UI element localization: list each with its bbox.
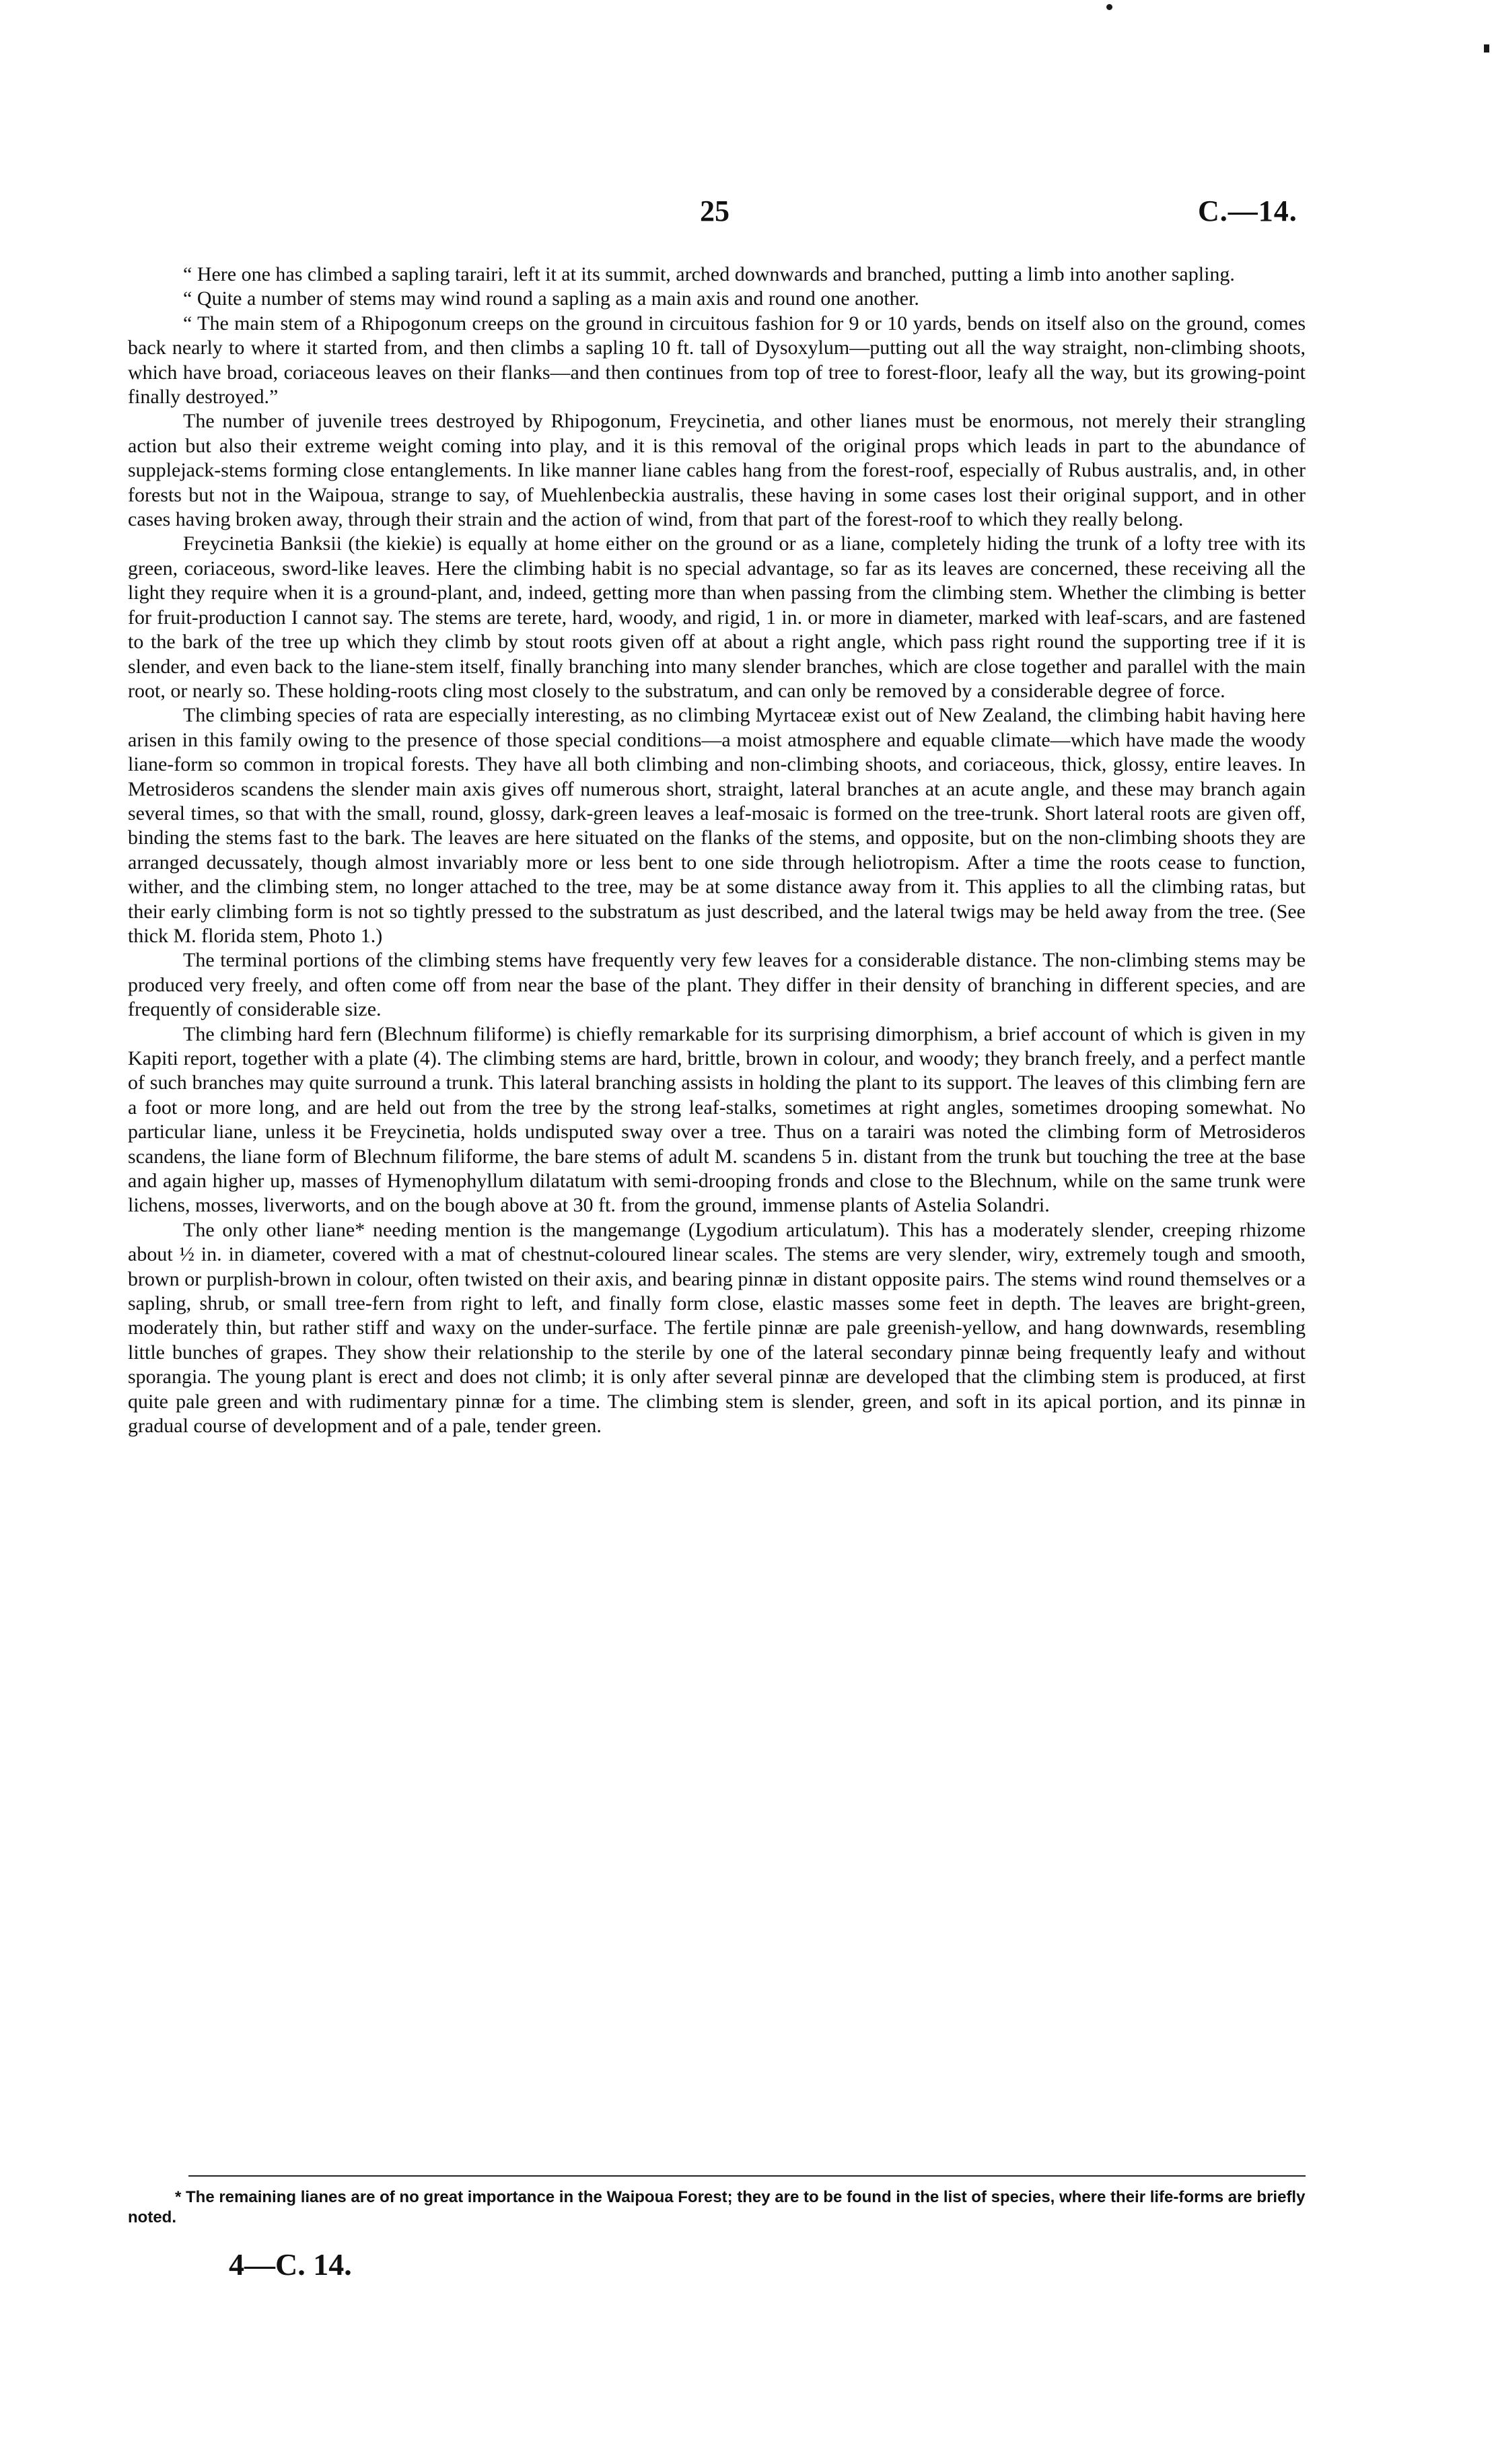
paragraph: “ Here one has climbed a sapling tarairi, left it at its summit, arched downwards and branched, putting a limb into another sapling. [183, 263, 1235, 285]
paragraph: The climbing species of rata are especially interesting, as no climbing Myrtaceæ exist out of New Zealand, the climbing habit having here arisen in this family owing to the presence of those special conditions—a moist atmosphere and equable climate—which have made the woody liane-form so common in tropical forests. They have all both climbing and non-climbing shoots, and coriaceous, thick, glossy, entire leaves. In Metrosideros scandens the slender main axis gives off numerous short, straight, lateral branches at an acute angle, and these may branch again several times, so that with the small, round, glossy, dark-green leaves a leaf-mosaic is formed on the tree-trunk. Short lateral roots are given off, binding the stems fast to the bark. The leaves are here situated on the flanks of the stems, and opposite, but on the non-climbing shoots they are arranged decussately, though almost invariably more or less bent to one side through heliotropism. After a time the roots cease to function, wither, and the climbing stem, no longer attached to the tree, may be at some distance away from it. This applies to all the climbing ratas, but their early climbing form is not so tightly pressed to the substratum as just described, and the lateral twigs may be held away from the tree. (See thick M. florida stem, Photo 1.) [128, 704, 1306, 947]
ink-speck [1106, 4, 1112, 10]
body-text [128, 262, 1306, 1439]
sheet-signature: 4—C. 14. [229, 2247, 352, 2282]
footnote-rule [188, 2175, 1306, 2177]
page-number: 25 [700, 195, 730, 227]
paragraph: Freycinetia Banksii (the kiekie) is equally at home either on the ground or as a liane, completely hiding the trunk of a lofty tree with its green, coriaceous, sword-like leaves. Here the climbing habit is no special advantage, so far as its leaves are concerned, these receiving all the light they require when it is a ground-plant, and, indeed, getting more than when passing from the climbing stem. Whether the climbing is better for fruit-production I cannot say. The stems are terete, hard, woody, and rigid, 1 in. or more in diameter, marked with leaf-scars, and are fastened to the bark of the tree up which they climb by stout roots given off at about a right angle, which pass right round the supporting tree if it is slender, and even back to the liane-stem itself, finally branching into many slender branches, which are close together and parallel with the main root, or nearly so. These holding-roots cling most closely to the substratum, and can only be removed by a considerable degree of force. [128, 532, 1306, 702]
paragraph: The number of juvenile trees destroyed by Rhipogonum, Freycinetia, and other lianes must be enormous, not merely their strangling action but also their extreme weight coming into play, and it is this removal of the original props which leads in part to the abundance of supplejack-stems forming close entanglements. In like manner liane cables hang from the forest-roof, especially of Rubus australis, and, in other forests but not in the Waipoua, strange to say, of Muehlenbeckia australis, these having in some cases lost their original support, and in other cases having broken away, through their strain and the action of wind, from that part of the forest-roof to which they really belong. [128, 410, 1306, 531]
document-reference: C.—14. [1198, 195, 1297, 227]
paragraph: The terminal portions of the climbing stems have frequently very few leaves for a considerable distance. The non-climbing stems may be produced very freely, and often come off from near the base of the plant. They differ in their density of branching in different species, and are frequently of considerable size. [128, 949, 1306, 1021]
paragraph: “ The main stem of a Rhipogonum creeps on the ground in circuitous fashion for 9 or 10 yards, bends on itself also on the ground, comes back nearly to where it started from, and then climbs a sapling 10 ft. tall of Dysoxylum—putting out all the way straight, non-climbing shoots, which have broad, coriaceous leaves on their flanks—and then continues from top of tree to forest-floor, leafy all the way, but its growing-point finally destroyed.” [128, 312, 1306, 409]
paragraph: The climbing hard fern (Blechnum filiforme) is chiefly remarkable for its surprising dimorphism, a brief account of which is given in my Kapiti report, together with a plate (4). The climbing stems are hard, brittle, brown in colour, and woody; they branch freely, and a perfect mantle of such branches may quite surround a trunk. This lateral branching assists in holding the plant to its support. The leaves of this climbing fern are a foot or more long, and are held out from the tree by the strong leaf-stalks, sometimes at right angles, sometimes drooping somewhat. No particular liane, unless it be Freycinetia, holds undisputed sway over a tree. Thus on a tarairi was noted the climbing form of Metrosideros scandens, the liane form of Blechnum filiforme, the bare stems of adult M. scandens 5 in. distant from the trunk but touching the tree at the base and again higher up, masses of Hymenophyllum dilatatum with semi-drooping fronds and close to the Blechnum, while on the same trunk were lichens, mosses, liverworts, and on the bough above at 30 ft. from the ground, immense plants of Astelia Solandri. [128, 1022, 1306, 1217]
paragraph: The only other liane* needing mention is the mangemange (Lygodium articulatum). This has a moderately slender, creeping rhizome about ½ in. in diameter, covered with a mat of chestnut-coloured linear scales. The stems are very slender, wiry, extremely tough and smooth, brown or purplish-brown in colour, often twisted on their axis, and bearing pinnæ in distant opposite pairs. The stems wind round themselves or a sapling, shrub, or small tree-fern from right to left, and finally form close, elastic masses some feet in depth. The leaves are bright-green, moderately thin, but rather stiff and waxy on the under-surface. The fertile pinnæ are pale greenish-yellow, and hang downwards, resembling little bunches of grapes. They show their relationship to the sterile by one of the lateral secondary pinnæ being frequently leafy and without sporangia. The young plant is erect and does not climb; it is only after several pinnæ are developed that the climbing stem is produced, at first quite pale green and with rudimentary pinnæ for a time. The climbing stem is slender, green, and soft in its apical portion, and its pinnæ in gradual course of development and of a pale, tender green. [128, 1218, 1306, 1438]
paragraph: “ Quite a number of stems may wind round a sapling as a main axis and round one another. [183, 287, 919, 310]
footnote: * The remaining lianes are of no great importance in the Waipoua Forest; they are to be found in the list of species, where their life-forms are briefly noted. [128, 2188, 1306, 2226]
ink-speck [1484, 44, 1489, 52]
